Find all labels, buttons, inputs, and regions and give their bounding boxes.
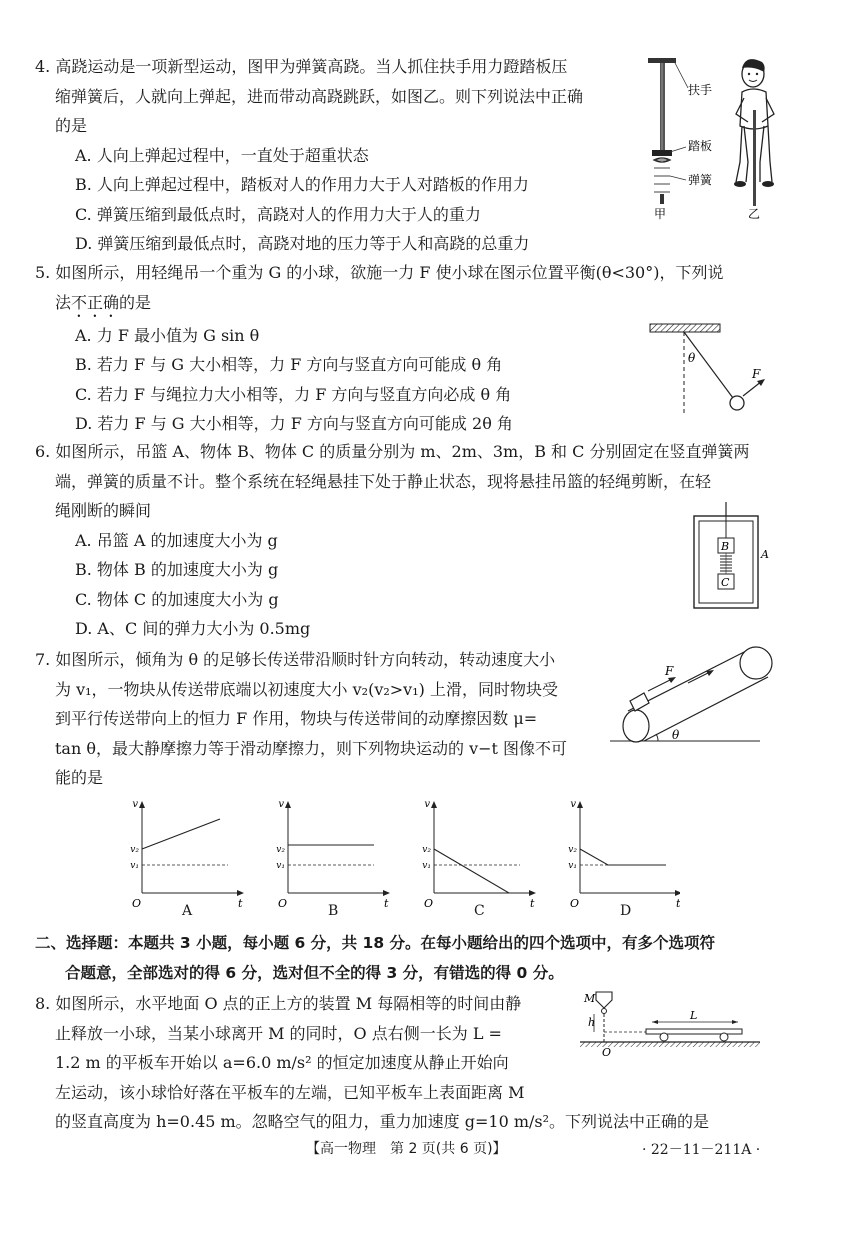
q6-option-b: B. 物体 B 的加速度大小为 g (75, 560, 279, 579)
top-roller (740, 647, 772, 679)
q5-option-d: D. 若力 F 与 G 大小相等，力 F 方向与竖直方向可能成 2θ 角 (75, 414, 513, 433)
v-axis-arrow (285, 801, 291, 808)
velocity-curve (142, 819, 220, 849)
q4-stem-line: 的是 (55, 116, 88, 135)
v-axis-arrow (431, 801, 437, 808)
label-C: C (721, 576, 730, 589)
label-O: O (602, 1046, 612, 1058)
question-5 (35, 258, 723, 439)
v1-tick-label: v₁ (130, 861, 139, 871)
q8-stem-line: 8. 如图所示，水平地面 O 点的正上方的装置 M 每隔相等的时间由静 (35, 994, 522, 1013)
label-A: A (761, 548, 769, 561)
page-footer-code: · 22－11－211A · (642, 1142, 761, 1158)
q8-stem-line: 止释放一小球，当某小球离开 M 的同时，O 点右侧一长为 L = (55, 1023, 502, 1043)
handle-label: 扶手 (688, 83, 713, 97)
v1-tick-label: v₁ (422, 861, 431, 871)
q7-stem-line: 能的是 (55, 768, 104, 787)
section-2-header (35, 928, 715, 988)
v-axis-label: v (278, 799, 284, 810)
theta-label: θ (688, 351, 696, 365)
graph-caption-a: A (182, 903, 193, 919)
fig-yi-label: 乙 (748, 207, 761, 221)
graph-caption-d: D (620, 903, 632, 919)
section-2-line-1: 二、选择题：本题共 3 小题，每小题 6 分，共 18 分。在每小题给出的四个选项中，有多个选项符 (35, 934, 716, 952)
velocity-curve (580, 849, 666, 865)
origin-label: O (424, 897, 434, 910)
origin-label: O (132, 897, 142, 910)
page-footer-center: 【高一物理 第 2 页(共 6 页)】 (306, 1141, 507, 1157)
v2-tick-label: v₂ (422, 845, 431, 855)
cart-wheel (660, 1033, 668, 1041)
v-axis-label: v (132, 799, 138, 810)
question-7 (35, 645, 567, 793)
t-axis-arrow (529, 890, 536, 896)
spring-label: 弹簧 (688, 173, 713, 187)
v-axis-label: v (570, 799, 576, 810)
q4-option-c: C. 弹簧压缩到最低点时，高跷对人的作用力大于人的重力 (75, 204, 481, 224)
ceiling-hatch (650, 324, 720, 332)
q8-cart-figure (580, 990, 780, 1058)
q8-stem-line: 的竖直高度为 h=0.45 m。忽略空气的阻力，重力加速度 g=10 m/s²。下列说法中正确的是 (55, 1112, 710, 1131)
v-axis-label: v (424, 799, 430, 810)
v-axis-arrow (139, 801, 145, 808)
q5-option-b: B. 若力 F 与 G 大小相等，力 F 方向与竖直方向可能成 θ 角 (75, 355, 503, 374)
q5-stem-line-2 (35, 288, 723, 321)
q4-option-d: D. 弹簧压缩到最低点时，高跷对地的压力等于人和高跷的总重力 (75, 234, 530, 253)
cart-wheel (720, 1033, 728, 1041)
v2-tick-label: v₂ (568, 845, 577, 855)
q4-stem-line: 4. 高跷运动是一项新型运动，图甲为弹簧高跷。当人抓住扶手用力蹬踏板压 (35, 57, 568, 76)
section-2-line-2: 合题意，全部选对的得 6 分，选对但不全的得 3 分，有错选的得 0 分。 (65, 964, 564, 982)
q6-option-a: A. 吊篮 A 的加速度大小为 g (75, 530, 278, 550)
question-4 (35, 52, 583, 259)
t-axis-label: t (238, 897, 243, 910)
q6-option-c: C. 物体 C 的加速度大小为 g (75, 589, 279, 609)
force-F-label: F (665, 664, 674, 678)
fig-jia-label: 甲 (654, 207, 667, 221)
origin-label: O (570, 897, 580, 910)
theta-label: θ (672, 728, 680, 742)
q5-pendulum-figure (640, 318, 780, 418)
q4-option-a: A. 人向上弹起过程中，一直处于超重状态 (75, 145, 369, 165)
rope (684, 332, 733, 398)
belt-bottom (644, 677, 768, 741)
q8-stem-line: 1.2 m 的平板车开始以 a=6.0 m/s² 的恒定加速度从静止开始向 (55, 1053, 509, 1072)
v2-tick-label: v₂ (276, 845, 285, 855)
graph-caption-c: C (474, 903, 485, 919)
q6-stem-line: 端，弹簧的质量不计。整个系统在轻绳悬挂下处于静止状态，现将悬挂吊篮的轻绳剪断，在轻 (55, 471, 712, 491)
q5-line2-pre: 法 (55, 292, 72, 312)
label-M: M (584, 992, 596, 1005)
t-axis-arrow (675, 890, 680, 896)
q7-stem-line: tan θ，最大静摩擦力等于滑动摩擦力，则下列物块运动的 v−t 图像不可 (55, 738, 568, 758)
q4-option-b: B. 人向上弹起过程中，踏板对人的作用力大于人对踏板的作用力 (75, 175, 529, 194)
q5-line2-post: 的是 (119, 292, 152, 312)
pogo-stick-diagram (648, 58, 713, 221)
q6-stem-line: 6. 如图所示，吊篮 A、物体 B、物体 C 的质量分别为 m、2m、3m，B 和 C 分别固定在竖直弹簧两 (35, 442, 750, 461)
label-L: L (690, 1009, 698, 1022)
q5-stem-line-1: 5. 如图所示，用轻绳吊一个重为 G 的小球，欲施一力 F 使小球在图示位置平衡(θ<30°)，下列说 (35, 263, 724, 282)
vt-graphs-svg (120, 795, 680, 910)
v1-tick-label: v₁ (568, 861, 577, 871)
v1-tick-label: v₁ (276, 861, 285, 871)
t-axis-arrow (237, 890, 244, 896)
cart-board (646, 1029, 742, 1034)
person-on-pogo-illustration (734, 59, 774, 221)
q4-stem-line: 缩弹簧后，人就向上弹起，进而带动高跷跳跃，如图乙。则下列说法中正确 (55, 86, 584, 106)
bottom-roller (623, 710, 649, 742)
q5-option-c: C. 若力 F 与绳拉力大小相等，力 F 方向与竖直方向必成 θ 角 (75, 384, 512, 404)
q4-pogo-figure (640, 52, 790, 224)
t-axis-label: t (676, 897, 680, 910)
force-F-label: F (752, 367, 761, 381)
q5-emphasis-not-correct: 不正确 (71, 292, 120, 312)
question-6 (35, 437, 749, 644)
velocity-curve (434, 849, 509, 893)
q7-conveyor-figure (610, 645, 780, 750)
t-axis-label: t (530, 897, 535, 910)
device-M (596, 992, 612, 1008)
v-axis-arrow (577, 801, 583, 808)
v2-tick-label: v₂ (130, 845, 139, 855)
q7-stem-line: 为 v₁，一物块从传送带底端以初速度大小 v₂(v₂>v₁) 上滑，同时物块受 (55, 679, 558, 699)
q7-stem-line: 7. 如图所示，倾角为 θ 的足够长传送带沿顺时针方向转动，转动速度大小 (35, 650, 556, 669)
label-h: h (588, 1016, 596, 1029)
q6-option-d: D. A、C 间的弹力大小为 0.5mg (75, 619, 311, 638)
q6-stem-line: 绳刚断的瞬间 (55, 501, 152, 520)
ball (730, 396, 744, 410)
pedal-label: 踏板 (688, 139, 713, 153)
t-axis-arrow (383, 890, 390, 896)
q8-stem-line: 左运动，该小球恰好落在平板车的左端，已知平板车上表面距离 M (55, 1082, 525, 1102)
t-axis-label: t (384, 897, 389, 910)
label-B: B (721, 540, 730, 553)
q7-stem-line: 到平行传送带向上的恒力 F 作用，物块与传送带间的动摩擦因数 μ= (55, 709, 538, 728)
q5-option-a: A. 力 F 最小值为 G sin θ (75, 325, 260, 345)
q6-basket-figure (688, 500, 778, 612)
graph-caption-b: B (328, 903, 339, 919)
ball (602, 1009, 607, 1014)
origin-label: O (278, 897, 288, 910)
